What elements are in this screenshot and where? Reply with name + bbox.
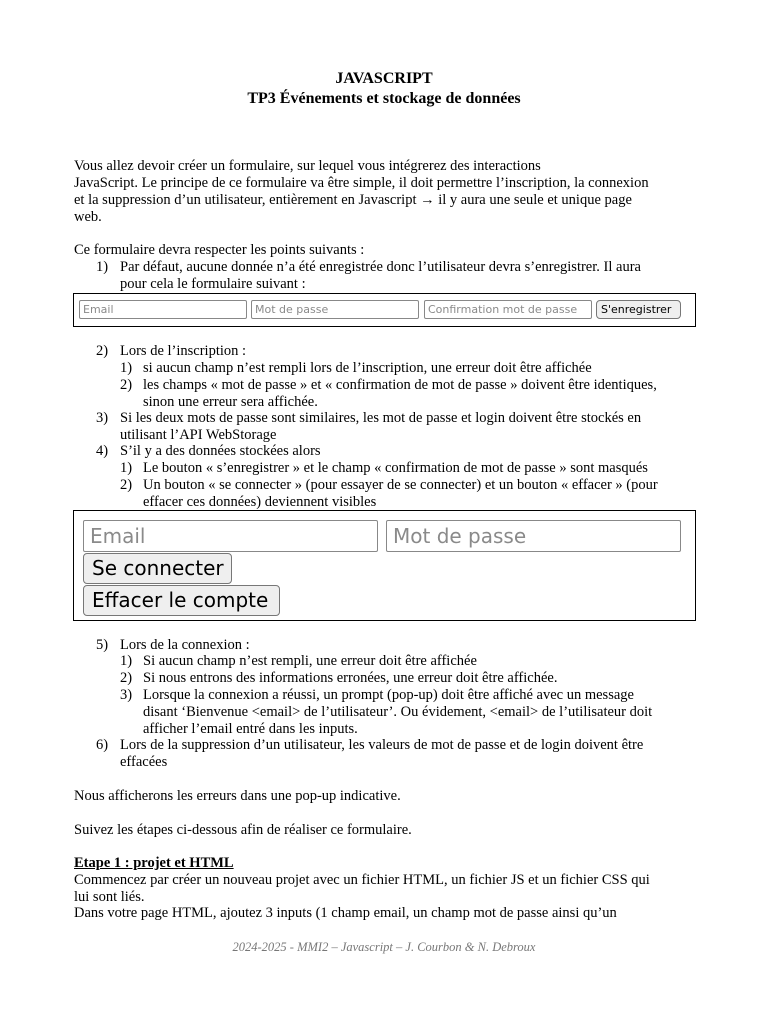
points-intro: Ce formulaire devra respecter les points suivants : xyxy=(74,242,365,258)
intro-line: Vous allez devoir créer un formulaire, sur lequel vous intégrerez des interactions xyxy=(74,158,541,174)
login-form-example xyxy=(73,510,696,621)
step1-heading: Etape 1 : projet et HTML xyxy=(74,855,234,871)
email-field[interactable]: Email xyxy=(79,300,247,319)
page-footer: 2024-2025 - MMI2 – Javascript – J. Courbon & N. Debroux xyxy=(232,940,536,954)
password-field[interactable]: Mot de passe xyxy=(251,300,419,319)
register-form-example xyxy=(73,293,696,327)
password-field[interactable]: Mot de passe xyxy=(386,520,681,552)
login-button[interactable]: Se connecter xyxy=(83,553,232,584)
step1-line: Dans votre page HTML, ajoutez 3 inputs (1 champ email, un champ mot de passe ainsi qu’un xyxy=(74,905,617,921)
steps-note: Suivez les étapes ci-dessous afin de réaliser ce formulaire. xyxy=(74,822,412,838)
delete-account-button[interactable]: Effacer le compte xyxy=(83,585,280,616)
intro-line: JavaScript. Le principe de ce formulaire va être simple, il doit permettre l’inscription, la connexion xyxy=(74,175,649,191)
intro-line: et la suppression d’un utilisateur, entièrement en Javascript → il y aura une seule et unique page xyxy=(74,192,632,208)
doc-subtitle: TP3 Événements et stockage de données xyxy=(247,90,521,107)
document-page: JAVASCRIPT TP3 Événements et stockage de données Vous allez devoir créer un formulaire, sur lequel vous intégrerez des interactions JavaScript. Le principe de ce formulaire va être simple, il doit permettre l’inscription, la connexion et la suppression d’un utilisateur, entièrement en Javascript → il y aura une seule et unique page web. Ce formulaire devra respecter les points suivants : 1) Par défaut, aucune donnée n’a été enregistrée donc l’utilisateur devra s’enregistrer. Il aura pour cela le formulaire suivant : Email Mot de passe Confirmation mot de passe S'enregistrer 2) Lors de l’inscription : 1) si aucun champ n’est rempli lors de l’inscription, une erreur doit être affichée 2) les champs « mot de passe » et « confirmation de mot de passe » doivent être identiques, sinon une erreur sera affichée. 3) Si les deux mots de passe sont similaires, les mot de passe et login doivent être stockés en utilisant l’API WebStorage 4) S’il y a des données stockées alors 1) Le bouton « s’enregistrer » et le champ « confirmation de mot de passe » sont masqués 2) Un bouton « se connecter » (pour essayer de se connecter) et un bouton « effacer » (pour effacer ces données) deviennent visibles Email Mot de passe Se connecter Effacer le compte 5) Lors de la connexion : 1) Si aucun champ n’est rempli, une erreur doit être affichée 2) Si nous entrons des informations erronées, une erreur doit être affichée. 3) Lorsque la connexion a réussi, un prompt (pop-up) doit être affiché avec un message disant ‘Bienvenue <email> de l’utilisateur’. Ou évidement, <email> de l’utilisateur doit afficher l’email entré dans les inputs. 6) Lors de la suppression d’un utilisateur, les valeurs de mot de passe et de login doivent être effacées Nous afficherons les erreurs dans une pop-up indicative. Suivez les étapes ci-dessous afin de réaliser ce formulaire. Etape 1 : projet et HTML Commencez par créer un nouveau projet avec un fichier HTML, un fichier JS et un fichier CSS qui lui sont liés. Dans votre page HTML, ajoutez 3 inputs (1 champ email, un champ mot de passe ainsi qu’un 2024-2025 - MMI2 – Javascript – J. Courbon & N. Debroux xyxy=(0,0,768,1024)
intro-line: web. xyxy=(74,209,102,225)
register-button[interactable]: S'enregistrer xyxy=(596,300,681,319)
errors-note: Nous afficherons les erreurs dans une pop-up indicative. xyxy=(74,788,401,804)
email-field[interactable]: Email xyxy=(83,520,378,552)
doc-title: JAVASCRIPT xyxy=(335,70,433,87)
step1-line: lui sont liés. xyxy=(74,889,145,905)
confirm-password-field[interactable]: Confirmation mot de passe xyxy=(424,300,592,319)
step1-line: Commencez par créer un nouveau projet avec un fichier HTML, un fichier JS et un fichier CSS qui xyxy=(74,872,650,888)
